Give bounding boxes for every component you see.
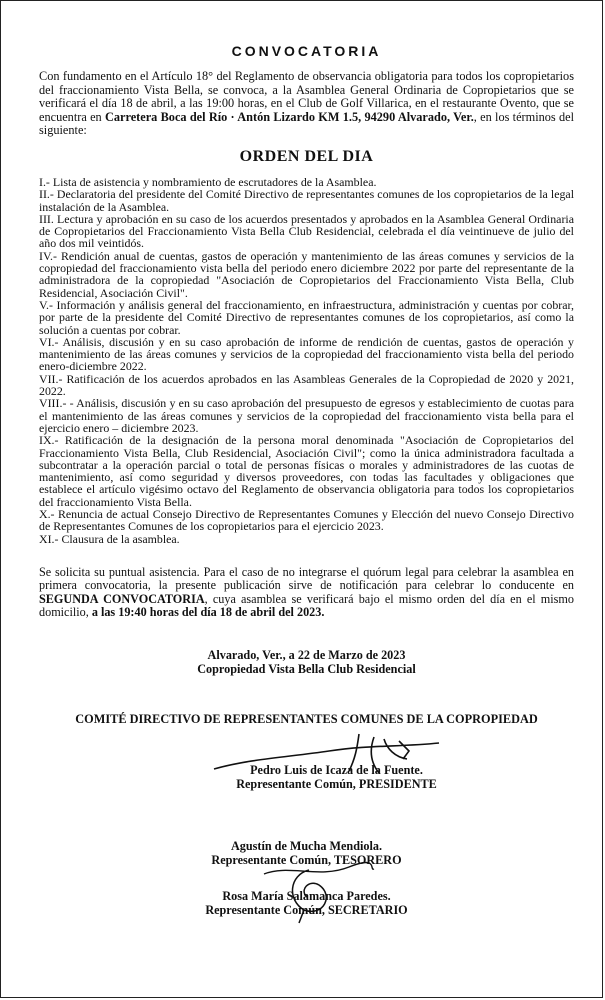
agenda-item: VII.- Ratificación de los acuerdos aprobados en las Asambleas Generales de la Copropiedad de 2020 y 2021, 2022. [39,371,574,399]
agenda-item: X.- Renuncia de actual Consejo Directivo de Representantes Comunes y Elección del nuevo Consejo Directivo de Representantes Comunes de los copropietarios para el ejercicio 2023. [39,506,574,534]
closing-text: Se solicita su puntual asistencia. Para el caso de no integrarse el quórum legal para celebrar la asamblea en primera convocatoria, la presente publicación sirve de notificación para celebrar lo conducente en [39,564,574,593]
agenda-item: I.- Lista de asistencia y nombramiento de escrutadores de la Asamblea. [39,174,377,189]
document-title: CONVOCATORIA [231,43,382,59]
agenda-item: VI.- Análisis, discusión y en su caso aprobación de informe de rendición de cuentas, gastos de operación y mantenimiento de las áreas comunes y servicios de la copropiedad del fraccionamiento vista bella del periodo enero-diciembre 2022. [39,334,574,374]
agenda-item: VIII.- - Análisis, discusión y en su caso aprobación del presupuesto de egresos y establecimiento de cuotas para el mantenimiento de las áreas comunes y servicios de la copropiedad del fraccionamiento vista bella para el ejercicio enero – diciembre 2023. [39,396,574,435]
agenda-item: V.- Información y análisis general del fraccionamiento, en infraestructura, administración y cuentas por cobrar, por parte de la presidente del Comité Directivo de representantes comunes de los copropietarios, así como la solución a cuentas por cobrar. [39,297,574,337]
agenda-item: XI.- Clausura de la asamblea. [39,531,180,546]
signatory-name: Rosa María Salamanca Paredes. [222,888,391,903]
closing-paragraph [39,566,574,620]
intro-text-end: , en los términos del siguiente: [39,109,575,138]
organization-name: Copropiedad Vista Bella Club Residencial [197,661,416,676]
closing-text-mid: , cuya asamblea se verificará bajo el mismo orden del día en el mismo domicilio, [39,591,574,620]
agenda-item: IX.- Ratificación de la designación de la persona moral denominada "Asociación de Copropietarios del Fraccionamiento Vista Bella, Club Residencial, Asociación Civil"; como la única administradora facultada a subcontratar a la operación parcial o total de personas físicas o morales y administradores de las cuotas de mantenimiento, así como seguridad y diversos proveedores, con todas las facultades y obligaciones que establece el artículo vigésimo octavo del Reglamento de observancia obligatoria para todos los copropietarios del fraccionamiento Vista Bella. [39,433,574,509]
place-date: Alvarado, Ver., a 22 de Marzo de 2023 [207,647,406,662]
agenda-item: III. Lectura y aprobación en su caso de los acuerdos presentados y aprobados en la Asamblea General Ordinaria de Copropietarios del Fraccionamiento Vista Bella Club Residencial, celebrada el día veintinueve de julio del año dos mil veintidós. [39,211,574,251]
document-content [39,43,574,917]
agenda-item: II.- Declaratoria del presidente del Comité Directivo de representantes comunes de los copropietarios de la legal instalación de la Asamblea. [39,187,574,214]
intro-text: Con fundamento en el Artículo 18° del Reglamento de observancia obligatoria para todos los copropietarios del fraccionamiento Vista Bella, se convoca, a la Asamblea General Ordinaria de Copropietarios que se verificará el día 18 de abril, a las 19:00 horas, en el Club de Golf Villarica, en el restaurante Ovento, que se encuentra en [39,69,574,124]
intro-paragraph [39,70,574,138]
second-call-label: SEGUNDA CONVOCATORIA [39,591,205,606]
signatory-role: Representante Común, PRESIDENTE [236,776,437,791]
signature-block-president [39,763,574,791]
signatory-role: Representante Común, TESORERO [211,852,402,867]
signatory-name: Pedro Luis de Icaza de la Fuente. [250,762,423,777]
signature-block-treasurer [39,839,574,867]
committee-title: COMITÉ DIRECTIVO DE REPRESENTANTES COMUNES DE LA COPROPIEDAD [75,711,538,726]
signature-block-secretary [39,889,574,917]
agenda-item: IV.- Rendición anual de cuentas, gastos de operación y mantenimiento de las áreas comunes y servicios de la copropiedad del fraccionamiento vista bella del periodo enero diciembre 2022 por parte del representante de la administradora de la copropiedad "Asociación de Copropietarios del Fraccionamiento Vista Bella, Club Residencial, Asociación Civil". [39,248,574,300]
place-date-block [39,648,574,676]
agenda-title: ORDEN DEL DIA [239,147,374,165]
second-call-time: a las 19:40 horas del día 18 de abril del 2023. [91,605,325,620]
intro-address: Carretera Boca del Río · Antón Lizardo KM 1.5, 94290 Alvarado, Ver. [104,109,474,124]
signatory-name: Agustín de Mucha Mendiola. [230,838,382,853]
signatory-role: Representante Común, SECRETARIO [205,902,408,917]
agenda-list [39,176,574,545]
